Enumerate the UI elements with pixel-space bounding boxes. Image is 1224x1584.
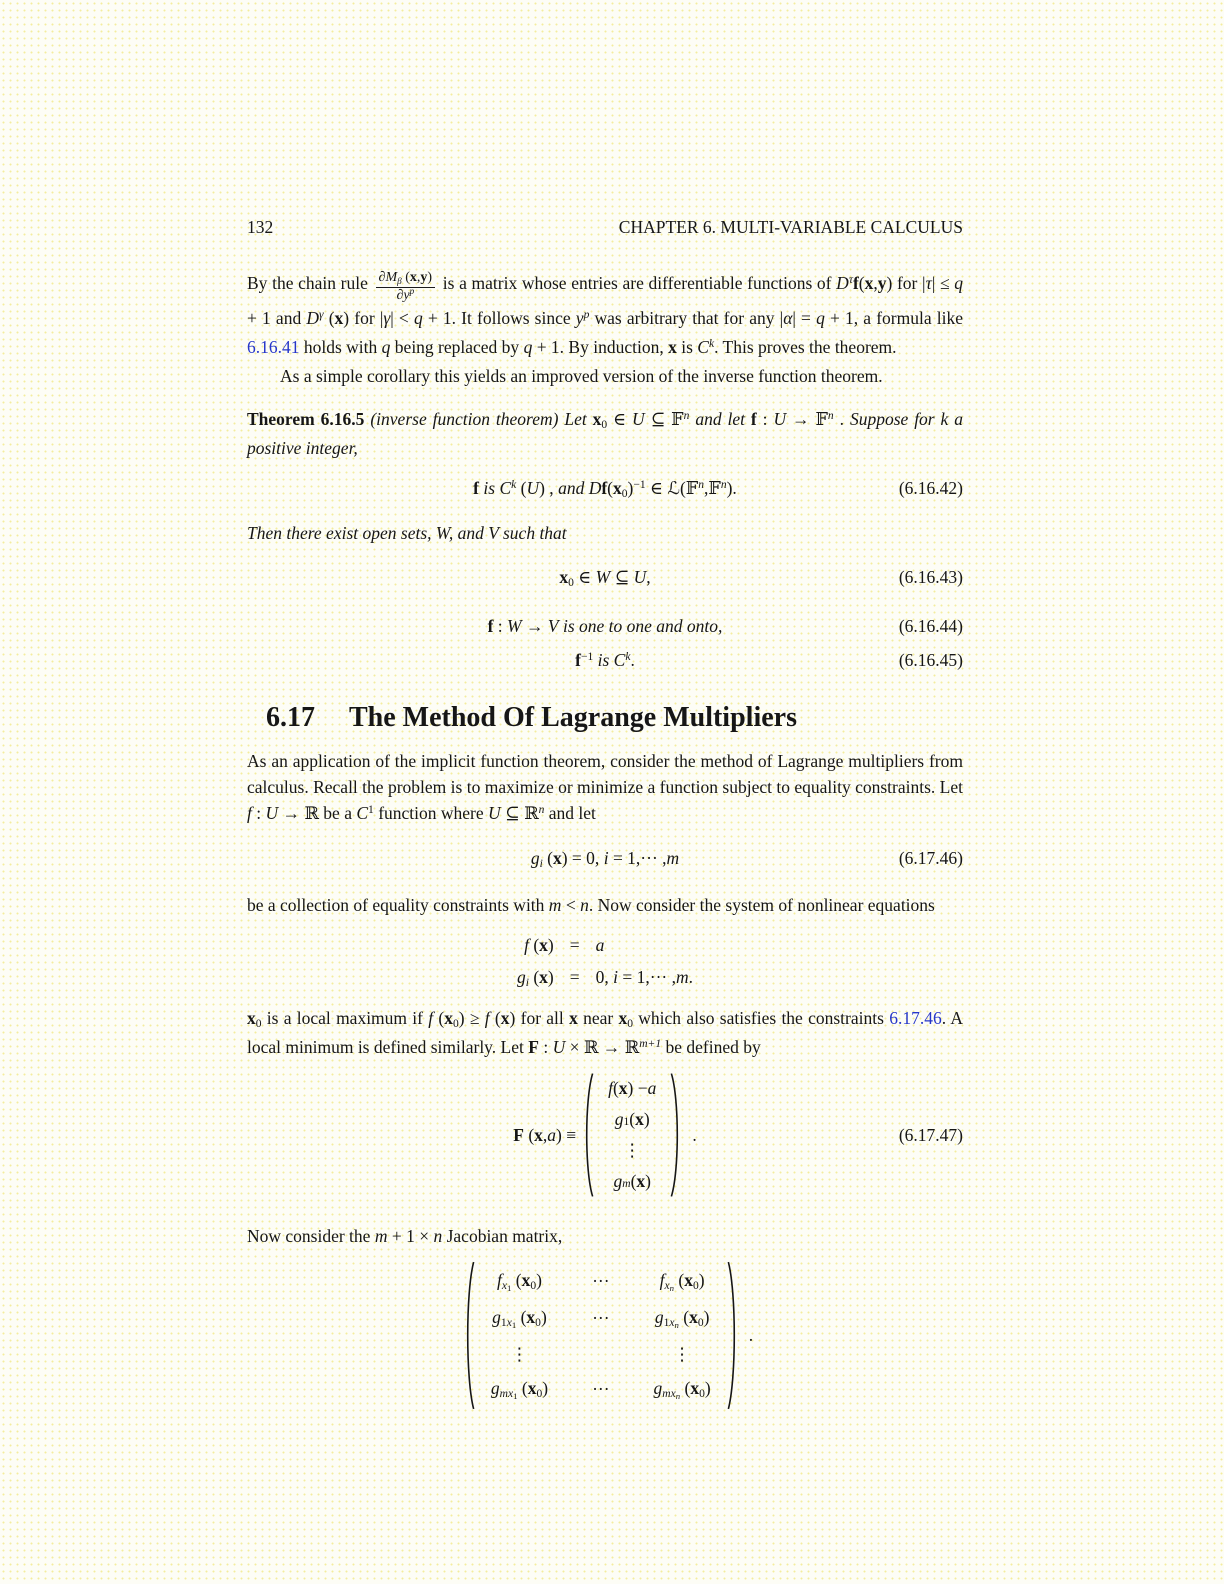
matrix-cell: ··· — [592, 1308, 610, 1329]
equation-ref-link[interactable]: 6.17.46 — [889, 1007, 942, 1028]
paragraph-local-max: x0 is a local maximum if f (x0) ≥ f (x) for all x near x0 which also satisfies the constraints 6.17.46. A local minimum is defined similarly. Let F : U × ℝ → ℝ$^{m+1}$ be defined by — [247, 1007, 964, 1057]
equation-6-16-43 — [247, 564, 963, 593]
matrix-cell: $fx_1$ (x0) — [497, 1269, 542, 1294]
matrix-cell: $g1x_n$ (x0) — [654, 1306, 710, 1331]
matrix-cell: gmx$_n$ (x0) — [653, 1377, 711, 1402]
equation-system — [247, 932, 963, 993]
page-content — [247, 214, 963, 1412]
aligned-equations — [517, 932, 693, 993]
section-number: 6.17 — [266, 701, 315, 733]
equation-number: (6.16.42) — [898, 477, 963, 498]
matrix-cell: ··· — [592, 1379, 610, 1400]
matrix-cell: $g1x_1$ (x0) — [492, 1306, 547, 1331]
trailing-period: . — [748, 1325, 754, 1346]
equation-formula: x0 ∈ W ⊆ U, — [559, 566, 651, 589]
paragraph-lagrange-intro: As an application of the implicit function theorem, consider the method of Lagrange multipliers from calculus. Recall the problem is to maximize or minimize a function subject to equality constraints. Let f : U → ℝ be a $C^1$ function where U ⊆ ℝ$^n$ and let — [247, 750, 963, 823]
paragraph-chain-rule: By the chain rule $\frac{\partial M\beta (x,y)}{\partial y^p}$ is a matrix whose entries are differentiable functions of $D^\tau f(x,y)$ for |τ| ≤ q + 1 and $D^\gamma$ (x) for |γ| < q + 1. It follows since $y^p$ was arbitrary that for any |α| = q + 1, a formula like 6.16.41 holds with q being replaced by q + 1. By induction, x is $C^k$. This proves the theorem. — [247, 270, 964, 357]
running-header — [247, 214, 963, 240]
right-paren — [725, 1259, 740, 1412]
vector-rows — [596, 1071, 668, 1199]
matrix-cell: ⋮ — [673, 1343, 691, 1364]
vector-lhs: F (x,a) ≡ — [513, 1124, 577, 1145]
matrix-cell: ⋮ — [510, 1343, 529, 1364]
jacobian-matrix — [462, 1259, 740, 1412]
matrix-cell: ··· — [592, 1271, 610, 1292]
matrix-cells — [477, 1259, 725, 1412]
matrix-cell: gmx$_1$ (x0) — [490, 1377, 549, 1402]
equation-number: (6.16.44) — [898, 615, 963, 636]
right-paren — [668, 1071, 683, 1199]
vector-row: g 1 ( x ) — [614, 1109, 650, 1130]
equation-6-16-44 — [247, 613, 963, 639]
equals-sign: = — [569, 966, 580, 987]
equation-ref-link[interactable]: 6.16.41 — [247, 336, 300, 357]
equation-6-16-42 — [247, 475, 963, 504]
equation-formula: f is $C^k$ (U) , and $Df(x0)^{-1}$ ∈ ℒ(𝔽$^n$,𝔽$^n$). — [473, 477, 737, 500]
left-paren — [462, 1259, 477, 1412]
paragraph-then-exist: Then there exist open sets, W, and V such that — [247, 522, 567, 543]
left-paren — [581, 1071, 596, 1199]
system-row-rhs: 0, i = 1,··· ,m. — [595, 966, 693, 987]
jacobian-matrix-display — [247, 1259, 963, 1412]
equation-number: (6.17.47) — [898, 1124, 963, 1145]
equation-number: (6.16.45) — [898, 649, 963, 670]
theorem-6-16-5: Theorem 6.16.5 (inverse function theorem) Let x0 ∈ U ⊆ 𝔽$^n$ and let f : U → 𝔽$^n$ . Suppose for k a positive integer, — [247, 408, 963, 458]
system-row-rhs: a — [595, 934, 605, 955]
equation-6-16-45 — [247, 647, 963, 676]
equation-formula: $f^{-1}$ is $C^k$. — [575, 649, 635, 670]
paragraph-constraints: be a collection of equality constraints with m < n. Now consider the system of nonlinear equations — [247, 894, 935, 915]
equals-sign: = — [569, 934, 580, 955]
page-number: 132 — [247, 217, 274, 237]
system-row-lhs: f (x) — [524, 934, 554, 955]
equation-6-17-47 — [247, 1071, 963, 1199]
section-title: The Method Of Lagrange Multipliers — [349, 701, 797, 733]
vector-row: ⋮ — [623, 1140, 641, 1161]
trailing-period: . — [692, 1124, 697, 1145]
system-row-lhs: gi (x) — [517, 966, 554, 989]
equation-number: (6.16.43) — [898, 566, 963, 587]
fraction: $\frac{\partial M\beta (x,y)}{\partial y^p}$ — [376, 270, 436, 305]
equation-number: (6.17.46) — [898, 847, 963, 868]
equation-formula: gi (x) = 0, i = 1,··· ,m — [530, 847, 680, 870]
matrix-cell: $fx_n$ (x0) — [659, 1269, 705, 1294]
equation-6-17-46 — [247, 845, 963, 874]
vector-row: g m ( x ) — [613, 1171, 651, 1192]
equation-formula: f : W → V is one to one and onto, — [487, 615, 723, 636]
paragraph-corollary: As a simple corollary this yields an improved version of the inverse function theorem. — [280, 365, 883, 386]
chapter-header: CHAPTER 6. MULTI-VARIABLE CALCULUS — [618, 217, 963, 237]
vector-row: f ( x ) − a — [608, 1078, 657, 1099]
paragraph-jacobian: Now consider the m + 1 × n Jacobian matrix, — [247, 1225, 563, 1246]
section-heading — [266, 700, 963, 736]
column-vector — [581, 1071, 683, 1199]
